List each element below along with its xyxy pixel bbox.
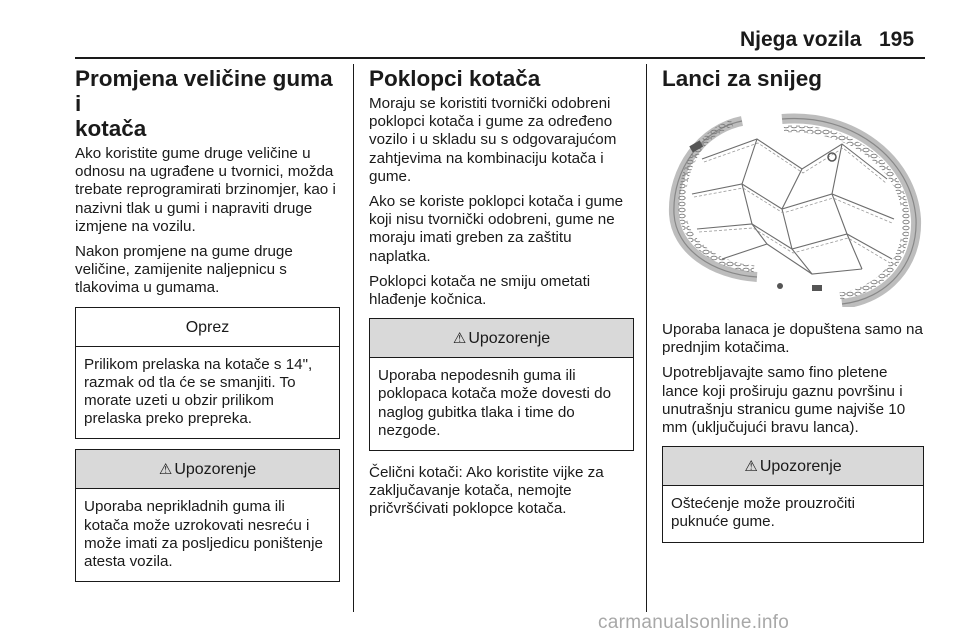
column-divider-2 [646,64,647,612]
column-right [662,66,924,543]
site-watermark: carmanualsonline.info [598,612,790,633]
paragraph-tyre-label: Nakon promjene na gume druge veličine, zamijenite naljepnicu s tlakovima u gumama. [75,243,293,297]
column-middle [369,66,634,526]
warning-box [662,446,924,542]
warning-heading [76,450,339,489]
warning-text: Uporaba nepodesnih guma ili poklopaca kotača može dovesti do naglog gubitka tlaka i time do nezgode. [378,367,612,439]
warning-triangle-icon: ⚠ [452,330,467,348]
warning-box [75,449,340,582]
warning-triangle-icon: ⚠ [158,461,173,479]
paragraph-wheel-covers-approved: Moraju se koristiti tvornički odobreni poklopci kotača i gume za određeno vozilo i u skladu su s odgovarajućom zahtjevima na kombinaciju kotača i gume. [369,95,617,185]
heading-line-1: Promjena veličine guma i [75,66,333,116]
page-number: 195 [879,28,915,51]
paragraph-brake-cooling: Poklopci kotača ne smiju ometati hlađenje kočnica. [369,272,591,309]
snow-chains-illustration [662,99,924,307]
warning-heading-label: Upozorenje [468,330,551,348]
caution-text: Prilikom prelaska na kotače s 14", razmak od tla će se smanjiti. To morate uzeti u obzir prilikom prelaska preko prepreka. [84,355,313,428]
paragraph-fine-links: Upotrebljavajte samo fino pletene lance koji proširuju gaznu površinu i unutrašnju stranicu gume najviše 10 mm (uključujući bravu lanca). [662,364,906,437]
warning-text: Oštećenje može prouzročiti puknuće gume. [671,495,856,531]
section-heading-wheel-covers: Poklopci kotača [369,66,541,91]
warning-heading-label: Upozorenje [174,461,257,479]
warning-heading [370,319,633,358]
paragraph-front-wheels-only: Uporaba lanaca je dopuštena samo na prednjim kotačima. [662,321,923,357]
heading-line-2: kotača [75,116,147,141]
column-divider-1 [353,64,354,612]
section-heading-tyre-size [75,66,340,141]
caution-box [75,307,340,440]
paragraph-steel-wheels: Čelični kotači: Ako koristite vijke za zaključavanje kotača, nemojte pričvršćivati poklopce kotača. [369,464,604,518]
warning-heading-label: Upozorenje [759,458,842,476]
paragraph-wheel-covers-unapproved: Ako se koriste poklopci kotača i gume koji nisu tvornički odobreni, gume ne moraju imati greben za zaštitu naplatka. [369,193,624,265]
header-divider [75,57,925,59]
warning-box [369,318,634,451]
caution-heading: Oprez [76,308,339,347]
column-left [75,66,340,582]
section-title: Njega vozila [740,28,862,51]
warning-text: Uporaba neprikladnih guma ili kotača može uzrokovati nesreću i može imati za posljedicu poništenje atesta vozila. [84,498,323,571]
warning-triangle-icon: ⚠ [744,458,758,476]
section-heading-snow-chains: Lanci za snijeg [662,66,823,91]
paragraph-tyre-size: Ako koristite gume druge veličine u odnosu na ugrađene u tvornici, možda trebate reprogramirati brzinomjer, kao i nazivni tlak u gumi i napraviti druge izmjene na vozilu. [75,145,336,235]
warning-heading [663,447,923,486]
